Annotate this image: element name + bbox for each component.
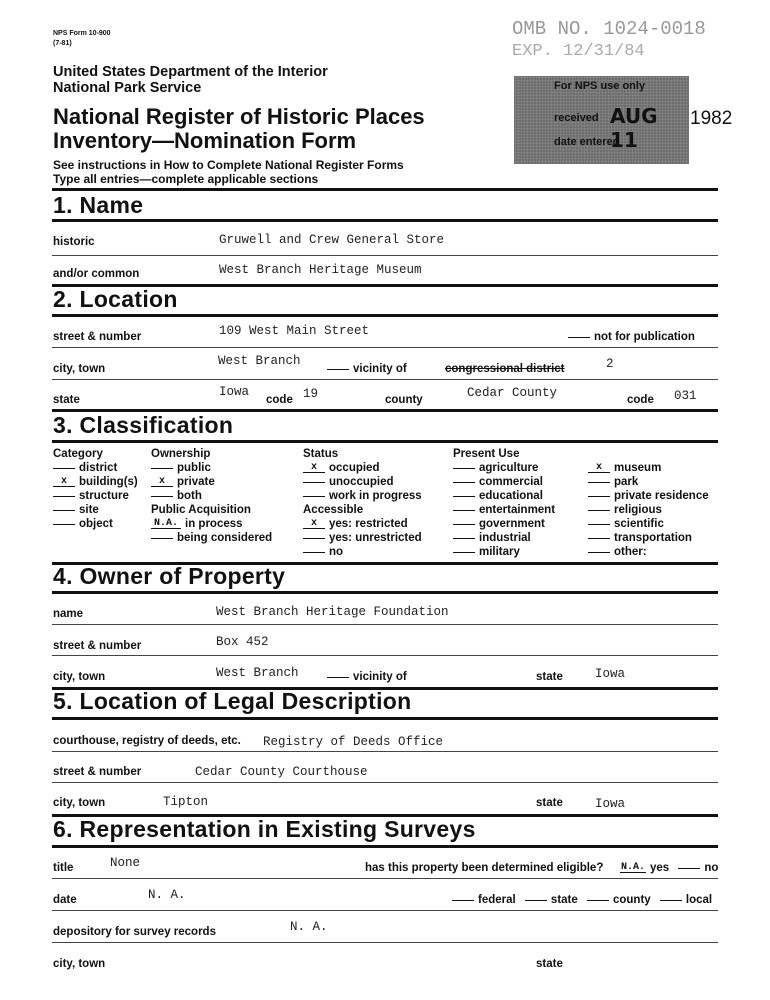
eligible-question: has this property been determined eligible? — [365, 862, 604, 874]
section-5-heading: 5. Location of Legal Description — [53, 688, 412, 714]
checkbox-label: educational — [479, 490, 543, 502]
checkbox-option[interactable] — [151, 461, 272, 475]
checkbox-label: district — [79, 462, 118, 474]
courthouse-value: Registry of Deeds Office — [263, 735, 444, 749]
owner-street: Box 452 — [216, 635, 269, 649]
checkbox-option[interactable] — [53, 517, 138, 531]
checkbox-label: building(s) — [79, 476, 138, 488]
checkbox-label: other: — [614, 546, 647, 558]
checkbox-option[interactable] — [303, 475, 422, 489]
checkbox-label: private — [177, 476, 215, 488]
checkbox-option[interactable] — [453, 489, 555, 503]
checkbox-label: military — [479, 546, 520, 558]
checkbox-label: park — [614, 476, 639, 488]
form-date: (7-81) — [53, 40, 72, 47]
checkbox-option[interactable] — [151, 489, 272, 503]
checkbox-label: both — [177, 490, 202, 502]
survey-title-label: title — [53, 862, 74, 874]
checkbox-option[interactable] — [53, 475, 138, 489]
checkbox-option[interactable] — [303, 461, 422, 475]
expiration: EXP. 12/31/84 — [512, 42, 645, 61]
common-label: and/or common — [53, 268, 140, 280]
service: National Park Service — [53, 80, 202, 96]
status-group — [303, 447, 422, 559]
form-subtitle: Inventory—Nomination Form — [53, 128, 357, 153]
group-title: Category — [53, 448, 103, 460]
owner-state-label: state — [536, 671, 563, 683]
city-label: city, town — [53, 363, 106, 375]
checkbox-mark — [453, 510, 475, 511]
checkbox-mark — [303, 496, 325, 497]
checkbox-label: museum — [614, 462, 662, 474]
checkbox-mark — [588, 496, 610, 497]
received-year: 1982 — [690, 108, 733, 129]
checkbox-mark — [303, 538, 325, 539]
checkbox-mark — [588, 552, 610, 553]
level-county[interactable]: county — [612, 894, 651, 906]
common-name: West Branch Heritage Museum — [219, 263, 422, 277]
group-title: Public Acquisition — [151, 504, 251, 516]
checkbox-option[interactable] — [588, 503, 709, 517]
owner-vicinity[interactable] — [327, 671, 407, 683]
checkbox-label: unoccupied — [329, 476, 394, 488]
level-state[interactable]: state — [550, 894, 578, 906]
checkbox-mark: x — [588, 463, 610, 473]
checkbox-label: yes: unrestricted — [329, 532, 422, 544]
checkbox-option[interactable] — [53, 503, 138, 517]
legal-state-label: state — [536, 797, 563, 809]
vicinity[interactable] — [327, 363, 407, 375]
department: United States Department of the Interior — [53, 64, 328, 80]
county-code: 031 — [674, 389, 697, 403]
checkbox-mark — [303, 552, 325, 553]
checkbox-mark — [453, 552, 475, 553]
checkbox-label: site — [79, 504, 99, 516]
checkbox-label: work in progress — [329, 490, 422, 502]
section-4-heading: 4. Owner of Property — [53, 563, 286, 589]
nps-use-stamp — [514, 76, 689, 164]
congressional-district-label: congressional district — [445, 363, 565, 375]
checkbox-mark — [588, 510, 610, 511]
state-code-label: code — [266, 394, 293, 406]
ownership-group — [151, 447, 272, 545]
checkbox-option[interactable] — [151, 517, 272, 531]
historic-label: historic — [53, 236, 95, 248]
section-6-heading: 6. Representation in Existing Surveys — [53, 816, 476, 842]
historic-name: Gruwell and Crew General Store — [219, 233, 445, 247]
section-1-heading: 1. Name — [53, 192, 144, 218]
checkbox-mark — [453, 524, 475, 525]
eligible-options[interactable] — [620, 862, 718, 874]
form-title: National Register of Historic Places — [53, 104, 425, 129]
checkbox-option[interactable] — [453, 517, 555, 531]
checkbox-option[interactable] — [53, 461, 138, 475]
checkbox-option[interactable] — [588, 517, 709, 531]
owner-street-label: street & number — [53, 640, 142, 652]
checkbox-label: commercial — [479, 476, 543, 488]
checkbox-mark — [588, 482, 610, 483]
omb-number: OMB NO. 1024-0018 — [512, 18, 706, 40]
checkbox-mark — [151, 496, 173, 497]
vicinity-label: vicinity of — [353, 363, 407, 375]
checkbox-label: structure — [79, 490, 129, 502]
checkbox-option[interactable] — [53, 489, 138, 503]
legal-city: Tipton — [163, 795, 209, 809]
instructions-2: Type all entries—complete applicable sections — [53, 172, 319, 186]
legal-state: Iowa — [595, 797, 626, 811]
county-label: county — [385, 394, 423, 406]
eligible-no[interactable]: no — [704, 862, 719, 874]
state-value: Iowa — [219, 385, 250, 399]
owner-city-label: city, town — [53, 671, 106, 683]
checkbox-mark — [53, 510, 75, 511]
street-value: 109 West Main Street — [219, 324, 370, 338]
street-label: street & number — [53, 331, 142, 343]
checkbox-mark: x — [303, 519, 325, 529]
category-group — [53, 447, 138, 531]
section-2-heading: 2. Location — [53, 286, 178, 312]
level-local[interactable]: local — [685, 894, 713, 906]
checkbox-option[interactable] — [588, 545, 709, 559]
legal-street-label: street & number — [53, 766, 142, 778]
checkbox-mark — [303, 482, 325, 483]
county-code-label: code — [627, 394, 654, 406]
checkbox-option[interactable] — [453, 531, 555, 545]
checkbox-label: scientific — [614, 518, 664, 530]
checkbox-option[interactable] — [453, 545, 555, 559]
instructions: See instructions in How to Complete National Register Forms — [53, 158, 404, 172]
checkbox-label: government — [479, 518, 545, 530]
owner-name: West Branch Heritage Foundation — [216, 605, 449, 619]
survey-date: N. A. — [148, 888, 186, 902]
checkbox-mark — [453, 538, 475, 539]
checkbox-option[interactable] — [453, 503, 555, 517]
checkbox-mark — [453, 468, 475, 469]
owner-name-label: name — [53, 608, 84, 620]
checkbox-option[interactable] — [588, 489, 709, 503]
state-code: 19 — [303, 387, 319, 401]
survey-date-label: date — [53, 894, 77, 906]
checkbox-label: entertainment — [479, 504, 556, 516]
checkbox-mark — [453, 496, 475, 497]
checkbox-label: religious — [614, 504, 662, 516]
present-use-group-2 — [588, 447, 709, 559]
checkbox-option[interactable] — [453, 475, 555, 489]
checkbox-mark: x — [151, 477, 173, 487]
checkbox-mark — [151, 468, 173, 469]
not-for-publication[interactable] — [568, 331, 695, 343]
checkbox-mark: N.A. — [151, 519, 181, 529]
depository-value: N. A. — [290, 920, 328, 934]
group-title: Ownership — [151, 448, 211, 460]
checkbox-option[interactable] — [303, 489, 422, 503]
checkbox-mark — [53, 496, 75, 497]
present-use-title: Present Use — [453, 448, 520, 460]
checkbox-option[interactable] — [453, 461, 555, 475]
present-use-group — [453, 447, 555, 559]
congressional-district-value: 2 — [606, 357, 614, 371]
checkbox-label: occupied — [329, 462, 380, 474]
checkbox-label: in process — [185, 518, 243, 530]
group-title: Status — [303, 448, 339, 460]
county-value: Cedar County — [467, 386, 558, 400]
stamp-date-entered: date entered — [554, 136, 620, 148]
survey-level[interactable] — [452, 894, 712, 906]
stamp-for-nps: For NPS use only — [554, 80, 646, 92]
checkbox-label: agriculture — [479, 462, 539, 474]
checkbox-mark — [53, 524, 75, 525]
state-label: state — [53, 394, 80, 406]
not-for-publication-label: not for publication — [594, 331, 695, 343]
checkbox-label: yes: restricted — [329, 518, 408, 530]
form-number: NPS Form 10-900 — [53, 30, 111, 37]
survey-state-label: state — [536, 958, 563, 970]
checkbox-mark: x — [53, 477, 75, 487]
checkbox-option[interactable] — [588, 531, 709, 545]
city-value: West Branch — [218, 354, 301, 368]
checkbox-mark: x — [303, 463, 325, 473]
section-3-heading: 3. Classification — [53, 412, 234, 438]
level-federal[interactable]: federal — [478, 894, 516, 906]
checkbox-label: public — [177, 462, 211, 474]
checkbox-option[interactable] — [588, 475, 709, 489]
checkbox-label: industrial — [479, 532, 531, 544]
legal-street: Cedar County Courthouse — [195, 765, 368, 779]
depository-label: depository for survey records — [53, 926, 216, 938]
checkbox-option[interactable] — [303, 517, 422, 531]
stamp-received-label: received — [554, 112, 599, 124]
owner-vicinity-label: vicinity of — [353, 671, 407, 683]
checkbox-option[interactable] — [151, 475, 272, 489]
owner-state: Iowa — [595, 667, 626, 681]
checkbox-label: no — [329, 546, 344, 558]
checkbox-label: transportation — [614, 532, 692, 544]
checkbox-option[interactable] — [303, 545, 422, 559]
checkbox-mark — [453, 482, 475, 483]
owner-city: West Branch — [216, 666, 299, 680]
checkbox-mark — [588, 524, 610, 525]
checkbox-mark — [53, 468, 75, 469]
checkbox-mark — [151, 538, 173, 539]
legal-city-label: city, town — [53, 797, 106, 809]
survey-city-label: city, town — [53, 958, 106, 970]
checkbox-option[interactable] — [588, 461, 709, 475]
checkbox-label: object — [79, 518, 113, 530]
checkbox-label: being considered — [177, 532, 273, 544]
eligible-yes[interactable]: yes — [650, 862, 670, 874]
checkbox-label: private residence — [614, 490, 709, 502]
checkbox-mark — [588, 538, 610, 539]
courthouse-label: courthouse, registry of deeds, etc. — [53, 735, 241, 747]
group-title: Accessible — [303, 504, 364, 516]
spacer — [588, 447, 709, 461]
survey-title: None — [110, 856, 141, 870]
eligible-yes-mark: N.A. — [620, 862, 645, 873]
checkbox-option[interactable] — [151, 531, 272, 545]
stamp-received-date: AUG 11 — [610, 104, 658, 152]
checkbox-option[interactable] — [303, 531, 422, 545]
